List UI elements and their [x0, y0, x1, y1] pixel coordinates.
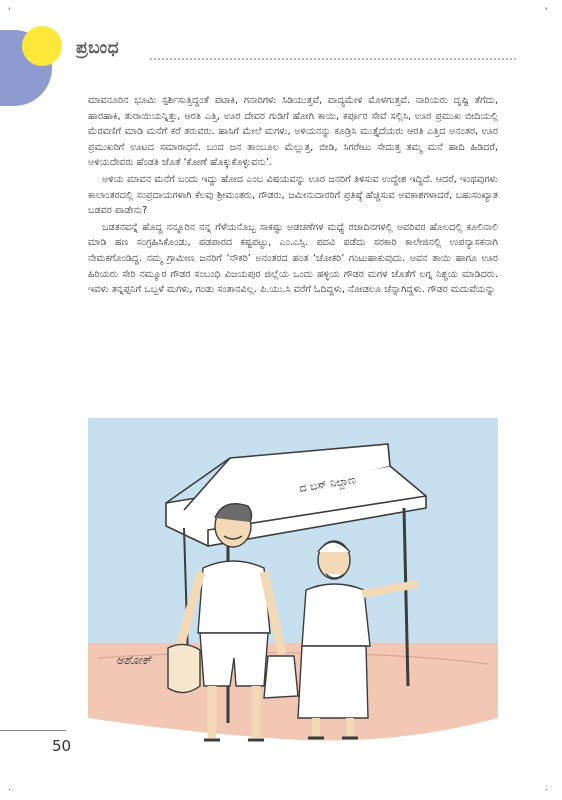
header-dotted-rule [150, 58, 516, 60]
header-decoration-yellow [22, 26, 62, 66]
bus-shelter-sign: ದ ಬಸ್ ನಿಲ್ದಾಣ [298, 473, 357, 495]
bag-icon [264, 656, 298, 698]
crop-mark-top-left: ' [8, 7, 11, 17]
bus-stop-illustration [88, 418, 498, 763]
section-title: ಪ್ರಬಂಧ [76, 38, 120, 58]
crop-mark-bottom-left: . [8, 783, 11, 793]
crop-mark-bottom-right: . [545, 783, 548, 793]
paragraph: ಬಡತನವನ್ನೆ ಹೊದ್ದ ನನ್ನೂರಿನ ನನ್ನ ಗೆಳೆಯನೊಬ್ಬ ಸಾಕಷ್ಟು ಅಡಚಣೆಗಳ ಮಧ್ಯೆ ರಜಾದಿನಗಳಲ್ಲಿ ಅವರಿವರ ಹೊಲದಲ್ಲಿ ಕೂಲಿನಾಲಿ ಮಾಡಿ ಹಣ ಸಂಗ್ರಹಿಸಿಕೊಂಡು, ಪಡಪಾರದ ಕಷ್ಟಪಟ್ಟು, ಎಂ.ಎಸ್ಸಿ. ಪದವಿ ಪಡೆದು ಸರಕಾರಿ ಕಾಲೇಜಿನಲ್ಲಿ ಉಪನ್ಯಾಸಕನಾಗಿ ನೇಮಕಗೊಂಡಿದ್ದ. ನಮ್ಮ ಗ್ರಾಮೀಣ ಜನರಿಗೆ ‘ನೌಕರಿ’ ಅನಂತರದ ಹಂತ ‘ಚೋಕರಿ’ ಗಂಟುಹಾಕುವುದು. ಅವನ ತಾಯಿ ಹಾಗೂ ಊರ ಹಿರಿಯರು ಸೇರಿ ನಮ್ಮೂರ ಗೌಡರ ಸಂಬಂಧಿ ವಿಜಯಪುರ ಜಿಲ್ಲೆಯ ಒಂದು ಹಳ್ಳಿಯ ಗೌಡರ ಮಗಳ ಜೊತೆಗೆ ಲಗ್ನ ನಿಶ್ಚಯ ಮಾಡಿದರು. ಇವಳು ತನ್ನಪ್ಪನಿಗೆ ಒಬ್ಬಳೆ ಮಗಳು, ಗಂಡು ಸಂತಾನವಿಲ್ಲ. ಪಿ.ಯು.ಸಿ ವರೆಗೆ ಓದಿದ್ದಳು, ನೋಡಲೂ ಚೆನ್ನಾಗಿದ್ದಳು. ಗೌಡರ ಮದುವೆಯನ್ನು [88, 221, 498, 296]
body-text [88, 93, 498, 299]
paragraph: ಮಾವನೂರಿನ ಭೂಮಿ ಸ್ಪರ್ಶಿಸುತ್ತಿದ್ದಂತೆ ಪಟಾಕಿ, ಗನಾರಿಗಳು ಸಿಡಿಯುತ್ತವೆ, ವಾದ್ಯಮೇಳ ಮೊಳಗುತ್ತವೆ. ನಾರಿಯರು ದೃಷ್ಟಿ ತೆಗೆದು, ಹಾರಹಾಕಿ, ತುರಾಯಿಯನ್ನಿತ್ತು, ಆರತಿ ಎತ್ತಿ, ಊರ ದೇವರ ಗುಡಿಗೆ ಹೋಗಿ ಕಾಯಿ, ಕರ್ಪೂರ ಸೇವೆ ಸಲ್ಲಿಸಿ, ಊರ ಪ್ರಮುಖ ಬೀದಿಯಲ್ಲಿ ಮೆರವಣಿಗೆ ಮಾಡಿ ಮನೆಗೆ ಕರೆ ತರುವರು. ಹಾಸಿಗೆ ಮೇಲೆ ಮಗಳು, ಅಳಿಯನನ್ನು ಕೂಡ್ರಿಸಿ ಮುತ್ತೈದೆಯರು ಆರತಿ ಎತ್ತಿದ ಅನಂತರ, ಊರ ಪ್ರಮುಖರಿಗೆ ಊಟದ ಸಮಾರಾಧನೆ. ಬಂದ ಜನ ತಾಂಬೂಲ ಮೆಲ್ಲುತ್ತ, ಬೀಡಿ, ಸಿಗರೇಟು ಸೇದುತ್ತ ತಮ್ಮ ಮನೆ ಹಾದಿ ಹಿಡಿದರೆ, ಅಳಿಯದೇವರು ಹೆಂಡತಿ ಜೊತೆ ‘ಕೋಣೆ ಹೊಕ್ಕುಕೊಳ್ಳುವನು’. [88, 95, 498, 169]
crop-mark-top-right: ' [545, 7, 548, 17]
page-number: 50 [52, 737, 72, 755]
paragraph: ಅಳಿಯ ಮಾವನ ಮನೆಗೆ ಬಂದು ಇದ್ದು ಹೋದ ಎಂಬ ವಿಷಯವನ್ನು ಊರ ಜನರಿಗೆ ತಿಳಿಸುವ ಉದ್ದೇಶ ಇದ್ದಿದೆ. ಆದರೆ, ಇಂಥವುಗಳು ಕಾಲಾಂತರದಲ್ಲಿ ಸಂಪ್ರದಾಯಗಳಾಗಿ ಕೆಲವು ಶ್ರೀಮಂತರು, ಗೌಡರು, ಜಮೀನುದಾರರಿಗೆ ಪ್ರತಿಷ್ಠೆ ಹೆಚ್ಚಿಸುವ ಅವಕಾಶಗಳಾದರೆ, ಬಹುಸಂಖ್ಯಾತ ಬಡವರ ಪಾಡೇನು? [88, 173, 498, 217]
bag-icon [168, 644, 200, 692]
footer-rule [0, 730, 66, 731]
artist-signature: ಅಶೋಕ್ [116, 653, 152, 667]
